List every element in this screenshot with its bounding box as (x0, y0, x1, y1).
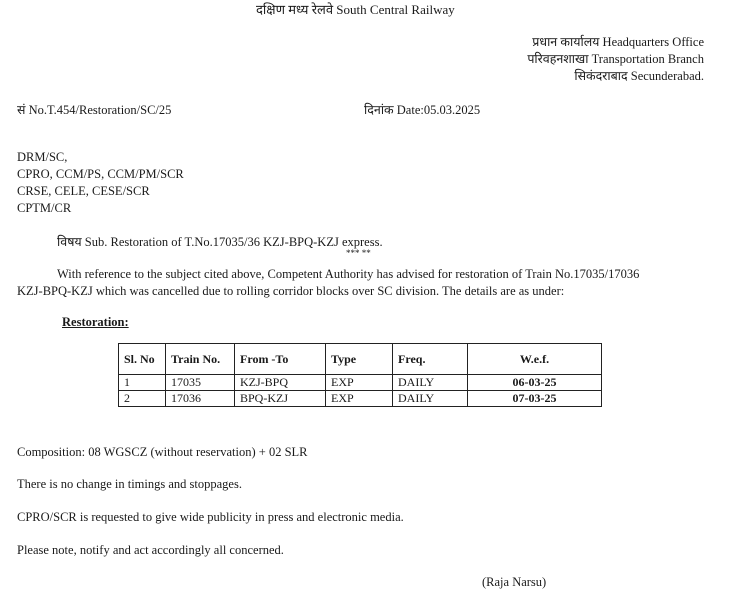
addressee: CPTM/CR (17, 201, 72, 215)
table-cell: EXP (326, 391, 393, 407)
body-paragraph-line: With reference to the subject cited above, Competent Authority has advised for restoration of Train No.17035/17036 (57, 267, 640, 281)
table-cell: 1 (119, 375, 166, 391)
table-cell: DAILY (393, 375, 468, 391)
addressee: CPRO, CCM/PS, CCM/PM/SCR (17, 167, 184, 181)
table-cell: KZJ-BPQ (235, 375, 326, 391)
table-cell: 17036 (166, 391, 235, 407)
subject-line: विषय Sub. Restoration of T.No.17035/36 KZJ-BPQ-KZJ express. (57, 235, 383, 249)
office-city: सिकंदराबाद Secunderabad. (574, 69, 704, 83)
column-header: W.e.f. (468, 344, 602, 375)
separator: *** ** (346, 248, 371, 258)
table-cell: 06-03-25 (468, 375, 602, 391)
column-header: Sl. No (119, 344, 166, 375)
column-header: Type (326, 344, 393, 375)
composition-line: Composition: 08 WGSCZ (without reservation) + 02 SLR (17, 445, 308, 459)
table-cell: EXP (326, 375, 393, 391)
table-cell: BPQ-KZJ (235, 391, 326, 407)
office-name: प्रधान कार्यालय Headquarters Office (532, 35, 704, 49)
reference-number: सं No.T.454/Restoration/SC/25 (17, 103, 172, 117)
addressee: CRSE, CELE, CESE/SCR (17, 184, 150, 198)
table-cell: 17035 (166, 375, 235, 391)
no-change-note: There is no change in timings and stoppages. (17, 477, 242, 491)
addressee: DRM/SC, (17, 150, 68, 164)
table-cell: 2 (119, 391, 166, 407)
column-header: From -To (235, 344, 326, 375)
branch-name: परिवहनशाखा Transportation Branch (527, 52, 704, 66)
publicity-request: CPRO/SCR is requested to give wide publicity in press and electronic media. (17, 510, 404, 524)
table-header-row (119, 344, 602, 375)
table-row (119, 375, 602, 391)
column-header: Freq. (393, 344, 468, 375)
railway-name: दक्षिण मध्य रेलवे South Central Railway (256, 2, 455, 17)
table-cell: 07-03-25 (468, 391, 602, 407)
table-row (119, 391, 602, 407)
column-header: Train No. (166, 344, 235, 375)
table-cell: DAILY (393, 391, 468, 407)
body-paragraph-line: KZJ-BPQ-KZJ which was cancelled due to rolling corridor blocks over SC division. The details are as under: (17, 284, 565, 298)
section-heading: Restoration: (62, 315, 129, 329)
notify-instruction: Please note, notify and act accordingly all concerned. (17, 543, 284, 557)
letter-date: दिनांक Date:05.03.2025 (364, 103, 481, 117)
signatory-name: (Raja Narsu) (482, 575, 547, 589)
restoration-table (118, 343, 602, 407)
